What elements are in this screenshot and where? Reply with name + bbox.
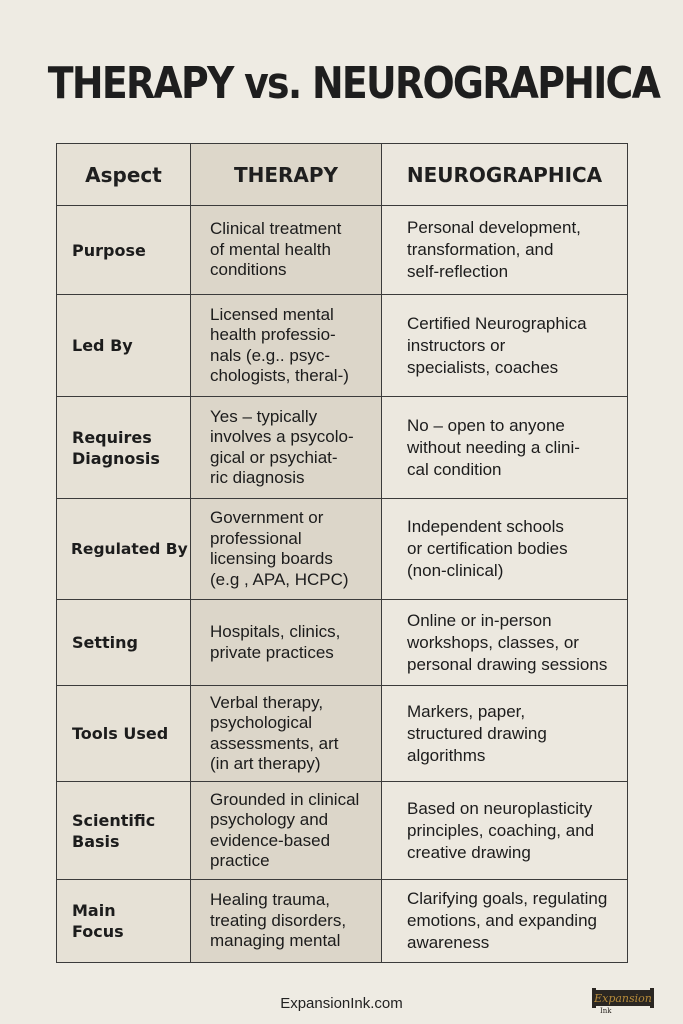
neurographica-cell-line: or certification bodies	[407, 539, 568, 558]
aspect-cell-line: Regulated By	[71, 539, 188, 558]
therapy-cell-line: Verbal therapy,	[210, 692, 324, 712]
page-title: THERAPY vs. NEUROGRAPHICA	[47, 58, 660, 109]
neurographica-cell	[382, 782, 628, 880]
neurographica-cell	[382, 295, 628, 397]
therapy-cell-line: professional	[210, 528, 302, 548]
neurographica-cell-line: Clarifying goals, regulating	[407, 889, 608, 908]
neurographica-cell	[382, 499, 628, 600]
header-therapy: THERAPY	[191, 144, 382, 206]
therapy-cell-line: of mental health	[210, 239, 331, 259]
therapy-cell	[191, 686, 382, 782]
therapy-cell	[191, 782, 382, 880]
table-row	[57, 397, 628, 499]
therapy-cell-line: Grounded in clinical	[210, 789, 360, 809]
header-aspect: Aspect	[57, 144, 191, 206]
aspect-cell	[57, 397, 191, 499]
neurographica-cell-line: Markers, paper,	[407, 701, 526, 721]
therapy-cell-line: ric diagnosis	[210, 468, 305, 487]
neurographica-cell-line: structured drawing	[407, 723, 547, 743]
table-header-row	[57, 144, 628, 206]
therapy-cell	[191, 499, 382, 600]
therapy-cell	[191, 880, 382, 963]
neurographica-cell	[382, 880, 628, 963]
therapy-cell-line: Licensed mental	[210, 304, 334, 324]
neurographica-cell-line: creative drawing	[407, 842, 531, 862]
therapy-cell-line: Government or	[210, 508, 324, 527]
neurographica-cell-line: principles, coaching, and	[407, 820, 595, 840]
therapy-cell-line: evidence-based	[210, 830, 331, 850]
aspect-cell-line: Led By	[72, 336, 133, 355]
table-row	[57, 499, 628, 600]
neurographica-cell	[382, 397, 628, 499]
therapy-cell-line: (e.g , APA, HCPC)	[210, 569, 349, 589]
therapy-cell-line: involves a psycolo-	[210, 427, 354, 446]
aspect-cell	[57, 499, 191, 600]
neurographica-cell-line: Personal development,	[407, 218, 581, 237]
therapy-cell	[191, 295, 382, 397]
neurographica-cell-line: Based on neuroplasticity	[407, 798, 593, 818]
neurographica-cell-line: emotions, and expanding	[407, 911, 597, 930]
aspect-cell-line: Scientific	[72, 810, 156, 830]
therapy-cell-line: managing mental	[210, 931, 341, 951]
therapy-cell-line: practice	[210, 851, 270, 870]
aspect-cell	[57, 206, 191, 295]
aspect-cell-line: Requires	[72, 427, 152, 447]
aspect-cell	[57, 782, 191, 880]
neurographica-cell-line: No – open to anyone	[407, 415, 565, 435]
aspect-cell-line: Purpose	[72, 240, 146, 260]
aspect-cell	[57, 600, 191, 686]
table-row	[57, 295, 628, 397]
neurographica-cell-line: workshops, classes, or	[407, 632, 579, 652]
comparison-table	[56, 143, 628, 963]
aspect-cell-line: Tools Used	[72, 724, 169, 743]
neurographica-cell-line: personal drawing sessions	[407, 654, 608, 674]
therapy-cell-line: assessments, art	[210, 733, 339, 753]
therapy-cell-line: Yes – typically	[210, 406, 318, 426]
header-neurographica: NEUROGRAPHICA	[382, 144, 628, 206]
neurographica-cell-line: algorithms	[407, 745, 486, 765]
neurographica-cell-line: without needing a clini-	[407, 437, 580, 457]
therapy-cell-line: Clinical treatment	[210, 219, 342, 239]
table-row	[57, 206, 628, 295]
aspect-cell	[57, 880, 191, 963]
therapy-cell-line: treating disorders,	[210, 910, 347, 930]
aspect-cell-line: Focus	[72, 922, 124, 941]
neurographica-cell	[382, 600, 628, 686]
aspect-cell	[57, 295, 191, 397]
therapy-cell-line: licensing boards	[210, 549, 333, 568]
neurographica-cell-line: cal condition	[407, 459, 502, 479]
logo-subtext: Ink	[600, 1007, 612, 1014]
aspect-cell-line: Basis	[72, 831, 120, 851]
therapy-cell	[191, 600, 382, 686]
aspect-cell	[57, 686, 191, 782]
therapy-cell-line: conditions	[210, 260, 287, 280]
table-row	[57, 880, 628, 963]
logo-wordmark: Expansion	[594, 992, 652, 1005]
aspect-cell-line: Main	[72, 901, 116, 920]
neurographica-cell-line: Online or in-person	[407, 610, 552, 630]
neurographica-cell-line: Independent schools	[407, 517, 564, 536]
aspect-cell-line: Diagnosis	[72, 448, 160, 468]
neurographica-cell-line: Certified Neurographica	[407, 313, 587, 333]
neurographica-cell-line: instructors or	[407, 335, 506, 355]
table-row	[57, 782, 628, 880]
neurographica-cell-line: specialists, coaches	[407, 357, 559, 377]
neurographica-cell-line: (non-clinical)	[407, 561, 504, 580]
therapy-cell-line: gical or psychiat-	[210, 447, 338, 467]
neurographica-cell	[382, 686, 628, 782]
therapy-cell-line: nals (e.g.. psyc-	[210, 345, 330, 365]
therapy-cell-line: private practices	[210, 642, 334, 662]
therapy-cell	[191, 206, 382, 295]
therapy-cell-line: psychological	[210, 713, 313, 732]
table-row	[57, 686, 628, 782]
footer-website: ExpansionInk.com	[280, 995, 403, 1012]
therapy-cell-line: health professio-	[210, 325, 336, 344]
expansion-ink-logo	[592, 984, 654, 1014]
aspect-cell-line: Setting	[72, 633, 138, 652]
therapy-cell-line: Hospitals, clinics,	[210, 622, 341, 641]
therapy-cell-line: psychology and	[210, 810, 329, 829]
therapy-cell-line: Healing trauma,	[210, 890, 331, 910]
therapy-cell-line: chologists, theral-)	[210, 366, 349, 385]
table-row	[57, 600, 628, 686]
neurographica-cell-line: awareness	[407, 933, 490, 952]
neurographica-cell-line: transformation, and	[407, 240, 554, 259]
therapy-cell	[191, 397, 382, 499]
neurographica-cell-line: self-reflection	[407, 262, 509, 281]
therapy-cell-line: (in art therapy)	[210, 754, 321, 773]
neurographica-cell	[382, 206, 628, 295]
